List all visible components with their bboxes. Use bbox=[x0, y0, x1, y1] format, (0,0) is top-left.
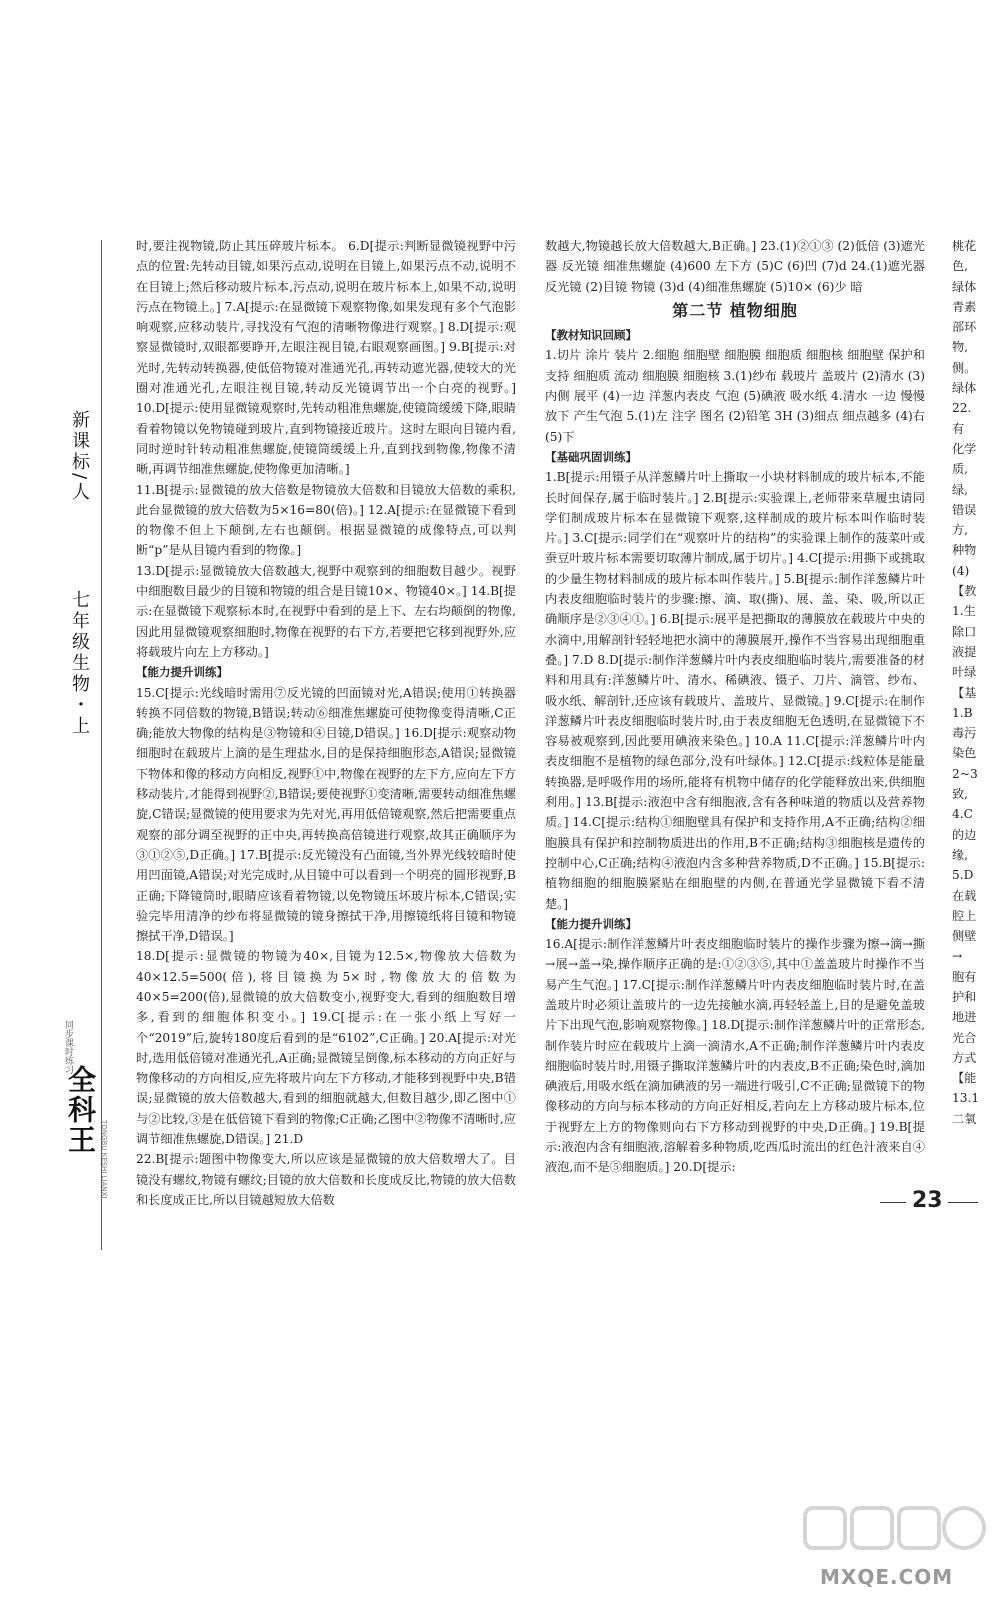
cropped-line: → bbox=[952, 949, 963, 964]
section-tag-review: 【 教材知识回顾 】 bbox=[545, 325, 925, 345]
cropped-line: 绿体 bbox=[952, 381, 977, 396]
cropped-line: 致, bbox=[952, 787, 969, 802]
answer-paragraph: 16.A[提示:制作洋葱鳞片叶表皮细胞临时装片的操作步骤为擦→滴→撕→展→盖→染,操作顺序正确的是:①②③⑤,其中①盖盖玻片时操作不当易产生气泡。] 17.C[提示:制作洋葱鳞片叶内表皮细胞临时装片时,在盖盖玻片时必须让盖玻片的一边先接触水滴,再轻轻盖上,目的是避免盖玻片下出现气泡,影响观察物像。] 18.D[提示:制作洋葱鳞片叶的正常形态,制作装片时应在载玻片上滴一滴清水,A不正确;制作洋葱鳞片叶内表皮细胞临时装片时,用镊子撕取洋葱鳞片叶的内表皮,B不正确;染色时,滴加碘液后,用吸水纸在滴加碘液的另一端进行吸引,C不正确;显微镜下的物像移动的方向与标本移动的方向正好相反,若向左上方移动玻片标本,位于视野左上方的物像则向右下方移动到视野的中央,D正确。] 19.B[提示:液泡内含有细胞液,溶解着多种物质,吃西瓜时流出的红色汁液来自④液泡,而不是⑤细胞质。] 20.D[提示: bbox=[545, 937, 925, 1175]
brand-logo: 全科王 bbox=[64, 1065, 97, 1155]
cropped-line: 方, bbox=[952, 523, 969, 538]
edition-label: 新课标/人 bbox=[69, 410, 90, 504]
cropped-line: 5.D bbox=[952, 868, 974, 883]
cropped-line: 22. bbox=[952, 401, 972, 416]
cropped-line: 护和 bbox=[952, 989, 977, 1004]
page-number: 23 bbox=[912, 1188, 943, 1213]
cropped-line: 腔上 bbox=[952, 908, 977, 923]
cropped-line: 除口 bbox=[952, 624, 977, 639]
answer-paragraph: 1.B[提示:用镊子从洋葱鳞片叶上撕取一小块材料制成的玻片标本,不能长时间保存,属于临时装片。] 2.B[提示:实验课上,老师带来草履虫请同学们制成玻片标本在显微镜下观察,这样制成的玻片标本叫作临时装片。] 3.C[提示:同学们在“观察叶片的结构”的实验课上制作的菠菜叶或蚕豆叶玻片标本需要切取薄片制成,属于切片。] 4.C[提示:用撕下或挑取的少量生物材料制成的玻片标本叫作装片。] 5.B[提示:制作洋葱鳞片叶内表皮细胞临时装片的步骤:擦、滴、取(撕)、展、盖、染、吸,所以正确顺序是②③④①。] 6.B[提示:展平是把撕取的薄膜放在载玻片中央的水滴中,用解剖针轻轻地把水滴中的薄膜展开,操作不当容易出现细胞重叠。] 7.D 8.D[提示:制作洋葱鳞片叶内表皮细胞临时装片,需要准备的材料和用具有:洋葱鳞片叶、清水、稀碘液、镊子、刀片、滴管、纱布、吸水纸、解剖针,还应该有载玻片、盖玻片、显微镜。] 9.C[提示:在制作洋葱鳞片叶表皮细胞临时装片时,由于表皮细胞无色透明,在显微镜下不容易被观察到,因此要用碘液来染色。] 10.A 11.C[提示:洋葱鳞片叶内表皮细胞不是植物的绿色部分,没有叶绿体。] 12.C[提示:线粒体是能量转换器,是呼吸作用的场所,能将有机物中储存的化学能释放出来,供细胞利用。] 13.B[提示:液泡中含有细胞液,含有各种味道的物质以及营养物质。] 14.C[提示:结构①细胞壁具有保护和支持作用,A不正确;结构②细胞膜具有保护和控制物质进出的作用,B不正确;结构③细胞核是遗传的控制中心,C正确;结构④液泡内含多种营养物质,D不正确。] 15.B[提示:植物细胞的细胞膜紧贴在细胞壁的内侧,在普通光学显微镜下看不清楚。] bbox=[545, 470, 925, 911]
answer-paragraph: 15.C[提示:光线暗时需用⑦反光镜的凹面镜对光,A错误;使用①转换器转换不同倍数的物镜,B错误;转动⑥细准焦螺旋可使物像变得清晰,C正确;能放大物像的结构是③物镜和④目镜,D错误。] 16.D[提示:观察动物细胞时在载玻片上滴的是生理盐水,目的是保持细胞形态,A错误;显微镜下物体和像的移动方向相反,视野①中,物像在视野的左下方,应向左下方移动装片,才能得到视野②,B错误;要使视野①变清晰,需要转动细准焦螺旋,C错误;显微镜的使用要求为先对光,再用低倍镜观察,然后把需要重点观察的部分调至视野的正中央,再转换高倍镜进行观察,故其正确顺序为③①②⑤,D正确。] 17.B[提示:反光镜没有凸面镜,当外界光线较暗时使用凹面镜,A错误;对光完成时,从目镜中可以看到一个明亮的圆形视野,B正确;下降镜筒时,眼睛应该看着物镜,以免物镜压坏玻片标本,C错误;实验完毕用清净的纱布将显微镜的镜身擦拭干净,用擦镜纸将目镜和物镜擦拭干净,D错误。] bbox=[136, 685, 516, 944]
cropped-line: 地进 bbox=[952, 1010, 977, 1025]
cropped-line: 光合 bbox=[952, 1030, 977, 1045]
section-tag-ability: 【 能力提升训练 】 bbox=[545, 914, 925, 934]
answer-column-2 bbox=[545, 236, 925, 1178]
cropped-line: 侧壁 bbox=[952, 929, 977, 944]
answer-paragraph: 时,要注视物镜,防止其压碎玻片标本。 6.D[提示:判断显微镜视野中污点的位置:先转动目镜,如果污点动,说明在目镜上,如果污点不动,说明不在目镜上;然后移动玻片标本,污点动,说明在玻片标本上,如果不动,说明污点在物镜上。] 7.A[提示:在显微镜下观察物像,如果发现有多个气泡影响观察,应移动装片,寻找没有气泡的清晰物像进行观察。] 8.D[提示:观察显微镜时,双眼都要睁开,左眼注视目镜,右眼观察画图。] 9.B[提示:对光时,先转动转换器,使低倍物镜对准通光孔,再转动遮光器,使较大的光圈对准通光孔,左眼注视目镜,转动反光镜调节出一个白亮的视野。] 10.D[提示:使用显微镜观察时,先转动粗准焦螺旋,使镜筒缓缓下降,眼睛看着物镜以免物镜碰到玻片,直到物镜接近玻片。这时左眼向目镜内看,同时逆时针转动粗准焦螺旋,使镜筒缓缓上升,直到找到物像,物像不清晰,再调节细准焦螺旋,使物像更加清晰。] bbox=[136, 239, 516, 477]
answer-paragraph: 1.切片 涂片 装片 2.细胞 细胞壁 细胞膜 细胞质 细胞核 细胞壁 保护和支持 细胞质 流动 细胞膜 细胞核 3.(1)纱布 载玻片 盖玻片 (2)清水 (3)内侧 展平 (4)一边 洋葱内表皮 气泡 (5)碘液 吸水纸 4.清水 一边 慢慢放下 产生气泡 5.(1)左 注字 图名 (2)铅笔 3H (3)细点 细点越多 (4)右 (5)下 bbox=[545, 348, 925, 444]
cropped-line: 物, bbox=[952, 340, 969, 355]
cropped-line: 绿, bbox=[952, 482, 969, 497]
cropped-line: 【基 bbox=[952, 685, 977, 700]
section-title: 第二节 植物细胞 bbox=[672, 300, 798, 320]
section-tag-basic: 【 基础巩固训练 】 bbox=[545, 447, 925, 467]
watermark-text: MXQE.COM bbox=[820, 1565, 954, 1589]
grade-subject-label: 七年级生物・上 bbox=[69, 590, 90, 737]
cropped-line: 方式 bbox=[952, 1050, 977, 1065]
cropped-line: 青素 bbox=[952, 299, 977, 314]
cropped-line: 桃花 bbox=[952, 239, 977, 253]
answer-paragraph: 18.D[提示:显微镜的物镜为40×,目镜为12.5×,物像放大倍数为40×12.5=500(倍),将目镜换为5×时,物像放大的倍数为40×5=200(倍),显微镜的放大倍数变小,视野变大,看到的细胞数目增多,看到的细胞体积变小。] 19.C[提示:在一张小纸上写好一个“2019”后,旋转180度后看到的是“6102”,C正确。] 20.A[提示:对光时,选用低倍镜对准通光孔,A正确;显微镜呈倒像,标本移动的方向正好与物像移动的方向相反,应先将玻片向左下方移动,才能移到视野中央,B错误;显微镜的放大倍数越大,看到的细胞就越大,但数目越少,即乙图中①与②比较,③是在低倍镜下看到的物像;C正确;乙图中②物像不清晰时,应调节细准焦螺旋,D错误。] 21.D bbox=[136, 949, 516, 1147]
cropped-line: 胞有 bbox=[952, 969, 977, 984]
cropped-line: 1.B bbox=[952, 705, 973, 720]
cropped-line: 叶绿 bbox=[952, 665, 977, 680]
cropped-line: 【教 bbox=[952, 584, 977, 599]
cropped-line: 色, bbox=[952, 259, 969, 274]
brand-subtitle: 同步课时练习 bbox=[63, 1020, 73, 1074]
cropped-line: 侧。 bbox=[952, 360, 977, 375]
cropped-line: 【能 bbox=[952, 1071, 977, 1086]
spine-divider bbox=[101, 240, 102, 1250]
page-number-rule-right bbox=[948, 1202, 978, 1203]
answer-column-3-cropped bbox=[952, 236, 1000, 1129]
cropped-line: 13.1 bbox=[952, 1091, 980, 1106]
answer-paragraph: 13.D[提示:显微镜放大倍数越大,视野中观察到的细胞数目越少。视野中细胞数目最少的目镜和物镜的组合是目镜10×、物镜40×。] 14.B[提示:在显微镜下观察标本时,在视野中看到的是上下、左右均颠倒的物像,因此用显微镜观察细胞时,物像在视野的右下方,若要把它移到视野外,应将载玻片向左上方移动。] bbox=[136, 563, 516, 659]
cropped-line: 1.生 bbox=[952, 604, 976, 619]
cropped-line: 种物 bbox=[952, 543, 977, 558]
cropped-line: 质, bbox=[952, 462, 969, 477]
cropped-line: 化学 bbox=[952, 441, 977, 456]
cropped-line: 在载 bbox=[952, 888, 977, 903]
brand-pinyin: TONGBU KESHI LIANXI bbox=[100, 1120, 108, 1199]
page-number-rule-left bbox=[880, 1202, 906, 1203]
section-tag-ability: 【 能力提升训练 】 bbox=[136, 662, 516, 682]
cropped-line: 二氧 bbox=[952, 1111, 977, 1126]
cropped-line: 错误 bbox=[952, 502, 977, 517]
answer-paragraph: 11.B[提示:显微镜的放大倍数是物镜放大倍数和目镜放大倍数的乘积,此台显微镜的放大倍数为5×16=80(倍)。] 12.A[提示:在显微镜下看到的物像不但上下颠倒,左右也颠倒。根据显微镜的成像特点,可以判断“p”是从目镜内看到的物像。] bbox=[136, 482, 516, 558]
cropped-line: 缘, bbox=[952, 847, 969, 862]
answer-paragraph: 数越大,物镜越长放大倍数越大,B正确。] 23.(1)②①③ (2)低倍 (3)遮光器 反光镜 细准焦螺旋 (4)600 左下方 (5)C (6)凹 (7)d 24.(1)遮光器 反光镜 (2)目镜 物镜 (3)d (4)细准焦螺旋 (5)10× (6)少 暗 bbox=[545, 239, 925, 294]
cropped-line: 有 bbox=[952, 421, 965, 436]
cropped-line: 2~3 bbox=[952, 766, 978, 781]
cropped-line: 部环 bbox=[952, 320, 977, 335]
cropped-line: 绿体 bbox=[952, 279, 977, 294]
cropped-line: 4.C bbox=[952, 807, 973, 822]
cropped-line: 的边 bbox=[952, 827, 977, 842]
answer-paragraph: 22.B[提示:题图中物像变大,所以应该是显微镜的放大倍数增大了。目镜没有螺纹,物镜有螺纹;目镜的放大倍数和长度成反比,物镜的放大倍数和长度成正比,所以目镜越短放大倍数 bbox=[136, 1152, 516, 1207]
answer-column-1 bbox=[136, 236, 516, 1210]
cropped-line: (4) bbox=[952, 563, 970, 578]
cropped-line: 染色 bbox=[952, 746, 977, 761]
cropped-line: 毒污 bbox=[952, 726, 977, 741]
cropped-line: 液提 bbox=[952, 644, 977, 659]
